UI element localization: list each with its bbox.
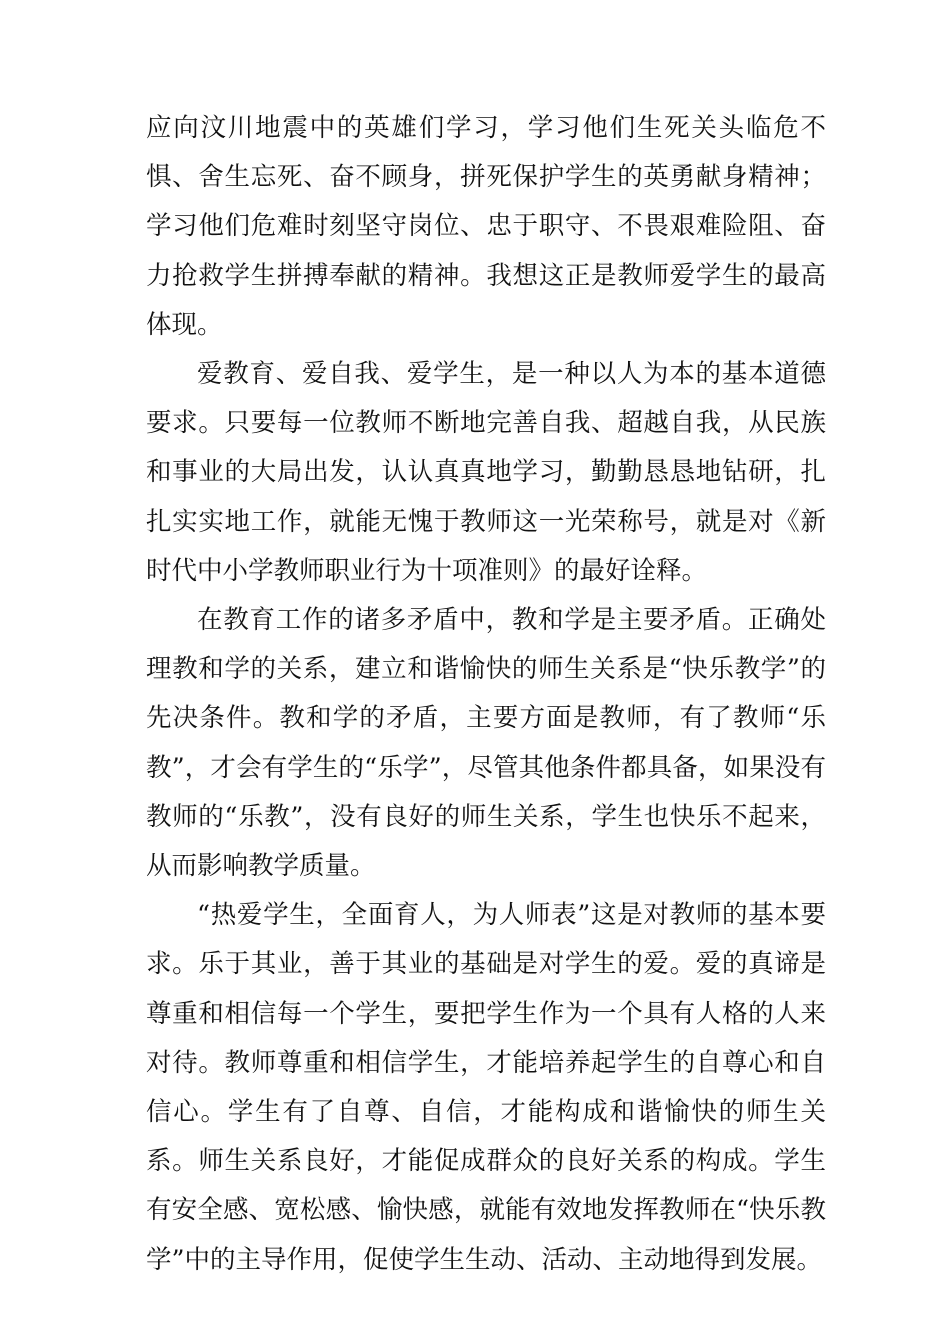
- paragraph-1: 应向汶川地震中的英雄们学习，学习他们生死关头临危不惧、舍生忘死、奋不顾身，拼死保护学生的英勇献身精神；学习他们危难时刻坚守岗位、忠于职守、不畏艰难险阻、奋力抢救学生拼搏奉献的精神。我想这正是教师爱学生的最高体现。: [146, 113, 826, 340]
- paragraph-4: “热爱学生，全面育人，为人师表”这是对教师的基本要求。乐于其业，善于其业的基础是对学生的爱。爱的真谛是尊重和相信每一个学生，要把学生作为一个具有人格的人来对待。教师尊重和相信学生，才能培养起学生的自尊心和自信心。学生有了自尊、自信，才能构成和谐愉快的师生关系。师生关系良好，才能促成群众的良好关系的构成。学生有安全感、宽松感、愉快感，就能有效地发挥教师在“快乐教学”中的主导作用，促使学生生动、活动、主动地得到发展。: [146, 900, 826, 1275]
- document-body: [146, 104, 826, 1285]
- paragraph-3: 在教育工作的诸多矛盾中，教和学是主要矛盾。正确处理教和学的关系，建立和谐愉快的师生关系是“快乐教学”的先决条件。教和学的矛盾，主要方面是教师，有了教师“乐教”，才会有学生的“乐学”，尽管其他条件都具备，如果没有教师的“乐教”，没有良好的师生关系，学生也快乐不起来，从而影响教学质量。: [146, 605, 826, 882]
- paragraph-2: 爱教育、爱自我、爱学生，是一种以人为本的基本道德要求。只要每一位教师不断地完善自我、超越自我，从民族和事业的大局出发，认认真真地学习，勤勤恳恳地钻研，扎扎实实地工作，就能无愧于教师这一光荣称号，就是对《新时代中小学教师职业行为十项准则》的最好诠释。: [146, 359, 826, 586]
